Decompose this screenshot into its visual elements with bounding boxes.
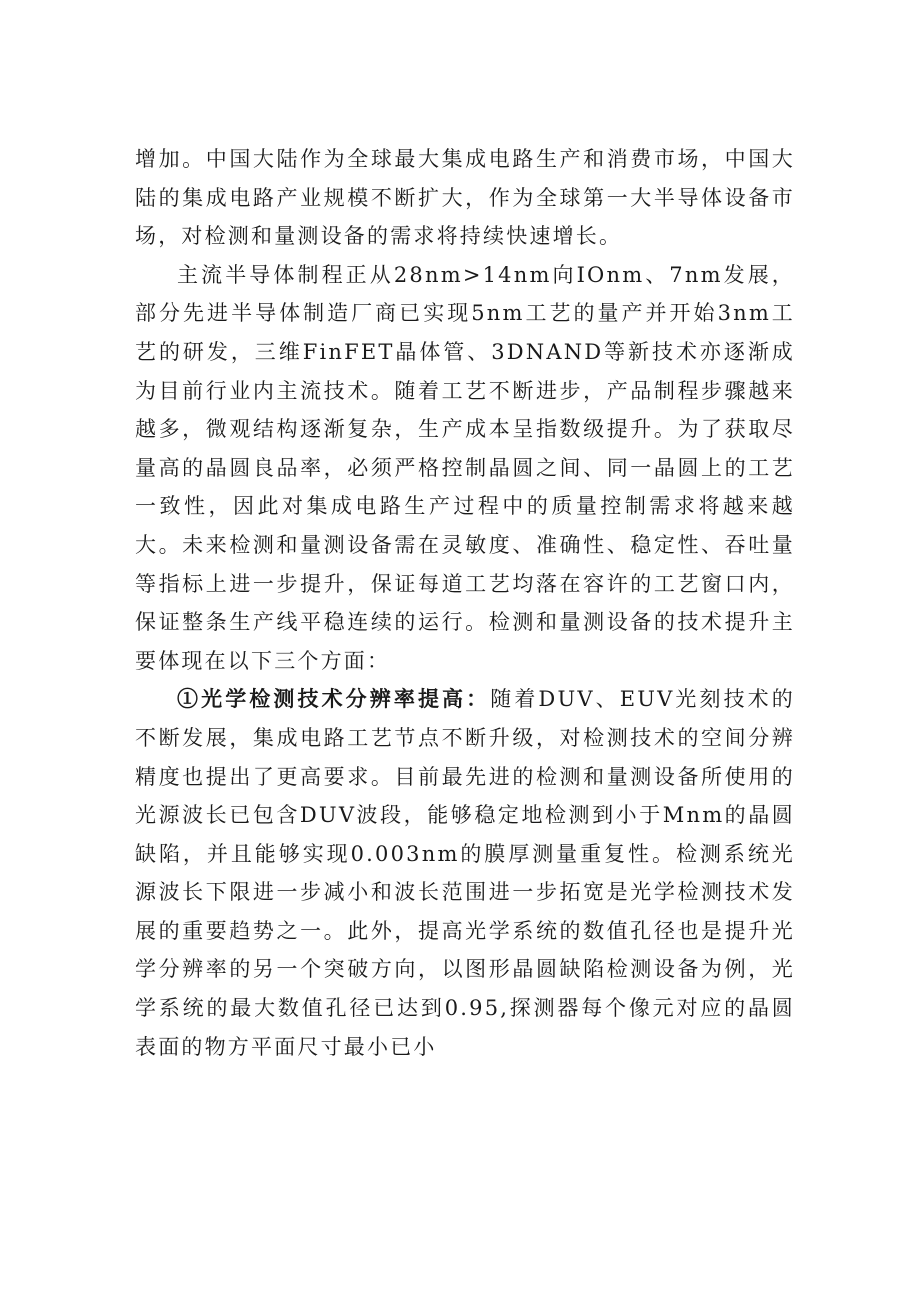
paragraph-text: 主流半导体制程正从28nm>14nm向IOnm、7nm发展，部分先进半导体制造厂商已实现5nm工艺的量产并开始3nm工艺的研发，三维FinFET晶体管、3DNAND等新技术亦逐渐成为目前行业内主流技术。随着工艺不断进步，产品制程步骤越来越多，微观结构逐渐复杂，生产成本呈指数级提升。为了获取尽量高的晶圆良品率，必须严格控制晶圆之间、同一晶圆上的工艺一致性，因此对集成电路生产过程中的质量控制需求将越来越大。未来检测和量测设备需在灵敏度、准确性、稳定性、吞吐量等指标上进一步提升，保证每道工艺均落在容许的工艺窗口内，保证整条生产线平稳连续的运行。检测和量测设备的技术提升主要体现在以下三个方面：	[135, 262, 795, 673]
paragraph-optical-resolution	[135, 680, 795, 1066]
paragraph-text: 增加。中国大陆作为全球最大集成电路生产和消费市场，中国大陆的集成电路产业规模不断扩大，作为全球第一大半导体设备市场，对检测和量测设备的需求将持续快速增长。	[135, 147, 795, 249]
paragraph-continuation	[135, 140, 795, 256]
paragraph-text: 随着DUV、EUV光刻技术的不断发展，集成电路工艺节点不断升级，对检测技术的空间分辨精度也提出了更高要求。目前最先进的检测和量测设备所使用的光源波长已包含DUV波段，能够稳定地检测到小于Mnm的晶圆缺陷，并且能够实现0.003nm的膜厚测量重复性。检测系统光源波长下限进一步减小和波长范围进一步拓宽是光学检测技术发展的重要趋势之一。此外，提高光学系统的数值孔径也是提升光学分辨率的另一个突破方向，以图形晶圆缺陷检测设备为例，光学系统的最大数值孔径已达到0.95,探测器每个像元对应的晶圆表面的物方平面尺寸最小已小	[135, 687, 795, 1059]
document-body	[135, 140, 795, 1066]
paragraph-lead-heading: ①光学检测技术分辨率提高：	[177, 686, 491, 712]
paragraph-process-trend	[135, 256, 795, 681]
